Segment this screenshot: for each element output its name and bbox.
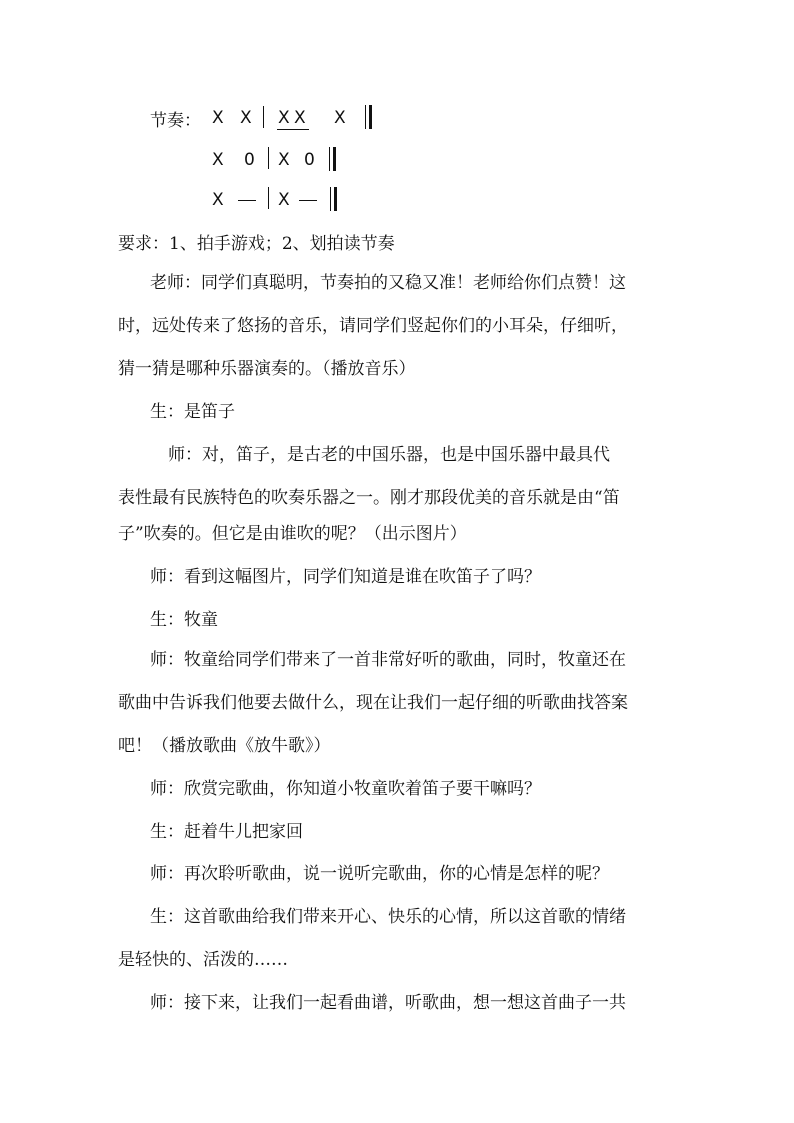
rhythm-note: X [240,108,252,128]
rhythm-note: X [334,108,346,128]
requirement-text: 要求：1、拍手游戏；2、划拍读节奏 [118,234,395,254]
rhythm-note: X [212,108,224,128]
rhythm-note: X [278,190,290,210]
end-bar-thin [329,147,330,171]
end-bar-thin [365,105,366,129]
text-line: 老师：同学们真聪明，节奏拍的又稳又准！老师给你们点赞！这 [150,273,626,293]
end-bar-thick [334,187,337,211]
text-line: 是轻快的、活泼的…… [118,950,288,970]
bar-line [263,106,264,128]
text-line: 生：是笛子 [150,402,235,422]
text-line: 表性最有民族特色的吹奏乐器之一。刚才那段优美的音乐就是由“笛 [118,488,620,508]
rhythm-note: X [212,150,224,170]
text-line: 师：再次聆听歌曲，说一说听完歌曲，你的心情是怎样的呢？ [150,864,609,884]
rhythm-note: X [278,150,290,170]
end-bar-thin [330,187,331,211]
text-line: 生：这首歌曲给我们带来开心、快乐的心情，所以这首歌的情绪 [150,907,626,927]
bar-line [268,147,269,169]
bar-line [268,187,269,209]
text-line: 师：欣赏完歌曲，你知道小牧童吹着笛子要干嘛吗？ [150,779,541,799]
text-line: 师：接下来，让我们一起看曲谱，听歌曲，想一想这首曲子一共 [150,993,626,1013]
text-line: 歌曲中告诉我们他要去做什么，现在让我们一起仔细的听歌曲找答案 [118,693,628,713]
end-bar-thick [333,147,336,171]
text-line: 师：牧童给同学们带来了一首非常好听的歌曲，同时，牧童还在 [150,650,626,670]
rhythm-note: X [212,190,224,210]
rhythm-label: 节奏： [150,111,201,131]
text-line: 师：看到这幅图片，同学们知道是谁在吹笛子了吗？ [150,567,541,587]
text-line: 子”吹奏的。但它是由谁吹的呢？（出示图片） [118,524,467,544]
end-bar-thick [369,105,372,129]
rhythm-note: 0 [304,150,315,170]
rhythm-note: X [278,108,290,128]
text-line: 猜一猜是哪种乐器演奏的。（播放音乐） [118,359,416,379]
hold-dash [299,200,317,201]
text-line: 时，远处传来了悠扬的音乐，请同学们竖起你们的小耳朵，仔细听， [118,316,628,336]
text-line: 师：对，笛子，是古老的中国乐器，也是中国乐器中最具代 [168,445,610,465]
text-line: 吧！（播放歌曲《放牛歌》） [118,736,331,756]
hold-dash [238,200,256,201]
eighth-beam [277,129,309,130]
text-line: 生：赶着牛儿把家回 [150,822,303,842]
rhythm-note: 0 [244,150,255,170]
text-line: 生：牧童 [150,610,218,630]
rhythm-note: X [294,108,306,128]
